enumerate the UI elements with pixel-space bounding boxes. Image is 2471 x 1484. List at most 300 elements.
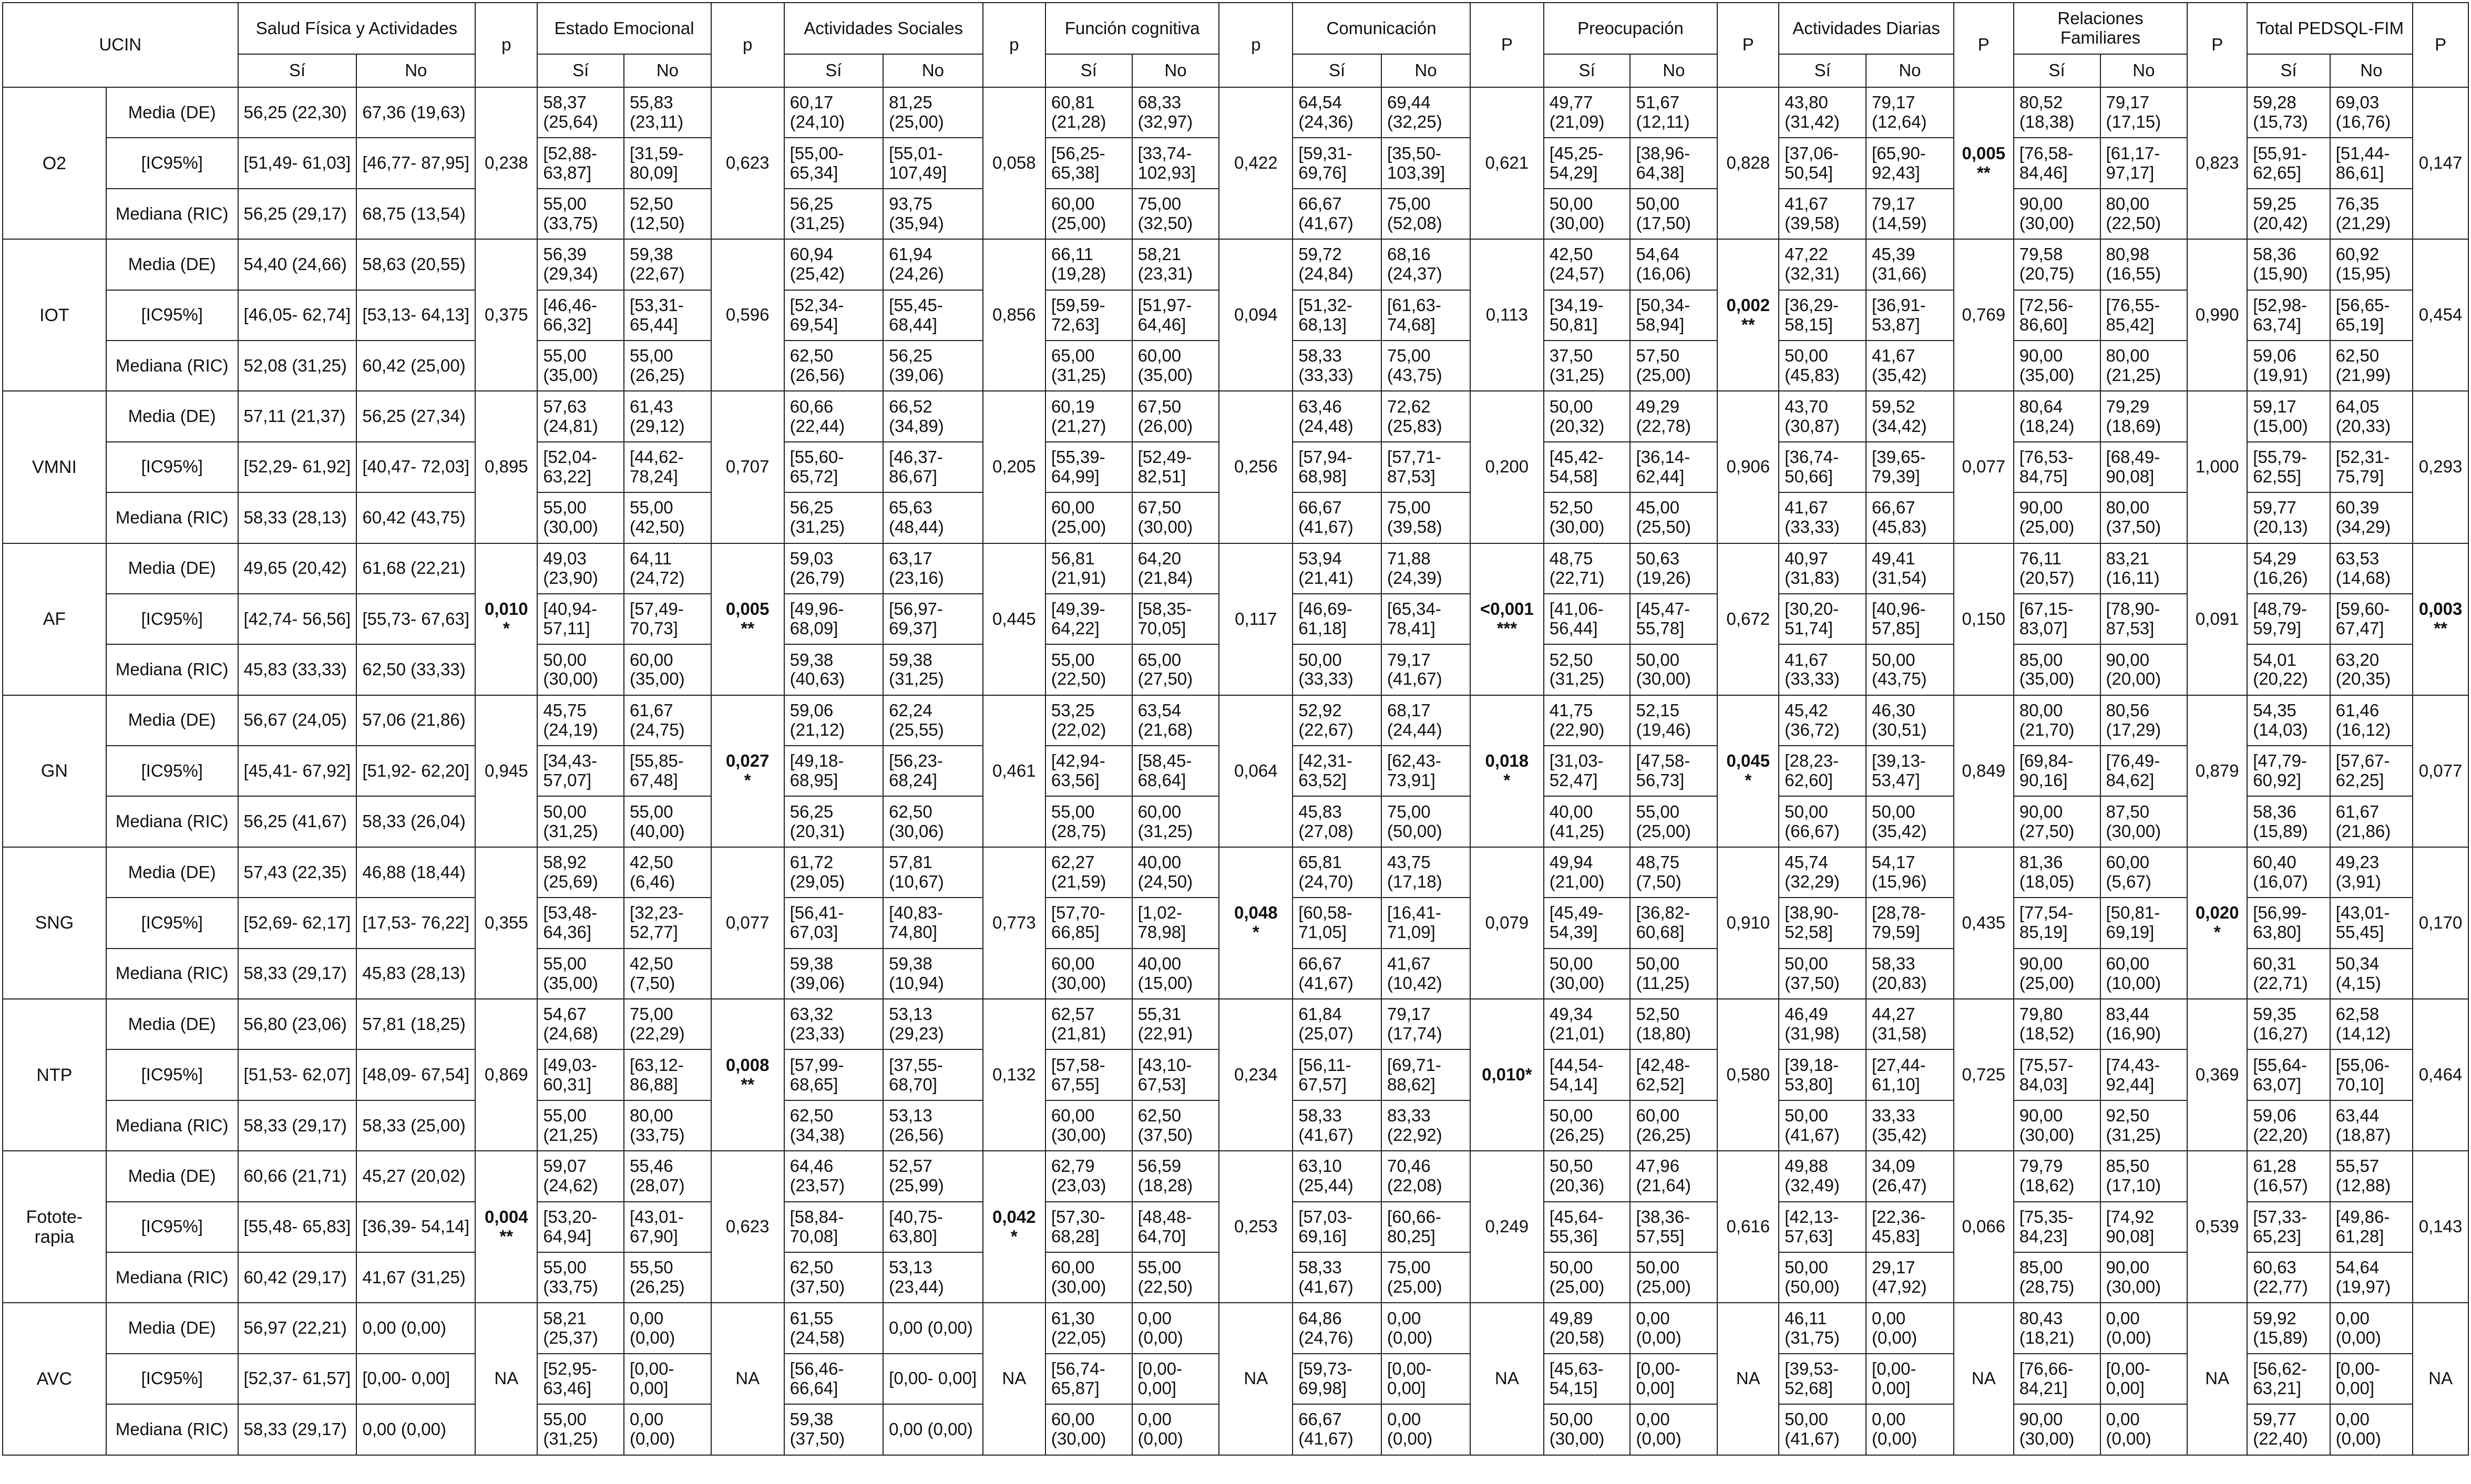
value-si: 60,94 (25,42) bbox=[784, 239, 884, 290]
value-no: [49,86- 61,28] bbox=[2330, 1202, 2413, 1252]
value-no: 0,00 (0,00) bbox=[2330, 1404, 2413, 1455]
value-si: [55,60- 65,72] bbox=[784, 442, 884, 492]
value-si: 50,00 (41,67) bbox=[1779, 1404, 1866, 1455]
value-si: [48,79- 59,79] bbox=[2247, 594, 2330, 644]
value-si: 79,58 (20,75) bbox=[2014, 239, 2100, 290]
value-no: [37,55- 68,70] bbox=[883, 1049, 983, 1100]
value-no: [43,01- 67,90] bbox=[624, 1202, 711, 1252]
value-no: 61,67 (24,75) bbox=[624, 695, 711, 746]
stat-label: [IC95%] bbox=[106, 1049, 238, 1100]
value-si: 59,07 (24,62) bbox=[537, 1151, 624, 1201]
value-si: 66,67 (41,67) bbox=[1293, 949, 1381, 999]
value-si: [52,95- 63,46] bbox=[537, 1354, 624, 1404]
p-value-cell bbox=[983, 391, 1045, 543]
value-no: 58,21 (23,31) bbox=[1132, 239, 1219, 290]
significance-stars: * bbox=[1010, 1226, 1018, 1246]
value-no: [0,00- 0,00] bbox=[1866, 1354, 1954, 1404]
value-no: [40,83- 74,80] bbox=[883, 898, 983, 948]
value-no: [48,09- 67,54] bbox=[356, 1049, 475, 1100]
value-no: 75,00 (52,08) bbox=[1381, 189, 1470, 239]
value-si: [40,94- 57,11] bbox=[537, 594, 624, 644]
value-si: [45,49- 54,39] bbox=[1544, 898, 1631, 948]
p-value-cell bbox=[2413, 391, 2468, 543]
value-si: [34,43- 57,07] bbox=[537, 746, 624, 796]
p-value-cell bbox=[1470, 87, 1544, 239]
header-domain-name: Función cognitiva bbox=[1045, 3, 1219, 54]
value-no: 50,00 (43,75) bbox=[1866, 644, 1954, 695]
header-p-label: P bbox=[1717, 3, 1779, 87]
header-no: No bbox=[1132, 54, 1219, 87]
value-si: 66,67 (41,67) bbox=[1293, 1404, 1381, 1455]
value-no: [28,78- 79,59] bbox=[1866, 898, 1954, 948]
p-value: 0,869 bbox=[484, 1065, 528, 1085]
p-value-cell bbox=[2187, 543, 2247, 695]
value-no: 57,50 (25,00) bbox=[1630, 341, 1717, 391]
value-si: [52,98- 63,74] bbox=[2247, 290, 2330, 341]
significance-stars: * bbox=[2213, 922, 2221, 942]
value-si: 59,06 (21,12) bbox=[784, 695, 884, 746]
value-no: 56,59 (18,28) bbox=[1132, 1151, 1219, 1201]
table-row bbox=[3, 847, 2468, 898]
value-si: 90,00 (30,00) bbox=[2014, 1404, 2100, 1455]
value-no: [0,00- 0,00] bbox=[624, 1354, 711, 1404]
stat-label: Media (DE) bbox=[106, 695, 238, 746]
value-si: [42,74- 56,56] bbox=[238, 594, 357, 644]
p-value: 0,079 bbox=[1485, 912, 1529, 932]
value-no: 59,38 (31,25) bbox=[883, 644, 983, 695]
value-si: [52,04- 63,22] bbox=[537, 442, 624, 492]
value-no: 65,63 (48,44) bbox=[883, 492, 983, 543]
value-no: 62,50 (21,99) bbox=[2330, 341, 2413, 391]
value-si: 49,65 (20,42) bbox=[238, 543, 357, 594]
p-value: 0,293 bbox=[2418, 457, 2463, 477]
value-si: 90,00 (25,00) bbox=[2014, 949, 2100, 999]
value-no: [52,31- 75,79] bbox=[2330, 442, 2413, 492]
value-si: 62,50 (34,38) bbox=[784, 1100, 884, 1151]
value-si: [39,18- 53,80] bbox=[1779, 1049, 1866, 1100]
header-no: No bbox=[1381, 54, 1470, 87]
p-value-cell bbox=[475, 239, 537, 391]
value-no: 61,68 (22,21) bbox=[356, 543, 475, 594]
value-si: 66,67 (41,67) bbox=[1293, 189, 1381, 239]
value-si: [69,84- 90,16] bbox=[2014, 746, 2100, 796]
p-value-cell bbox=[1470, 391, 1544, 543]
value-si: 50,00 (66,67) bbox=[1779, 796, 1866, 847]
value-si: [55,48- 65,83] bbox=[238, 1202, 357, 1252]
value-no: 61,46 (16,12) bbox=[2330, 695, 2413, 746]
p-value-cell bbox=[2413, 239, 2468, 391]
value-no: 75,00 (22,29) bbox=[624, 999, 711, 1049]
value-si: [44,54- 54,14] bbox=[1544, 1049, 1631, 1100]
p-value-cell bbox=[2413, 695, 2468, 847]
value-si: [28,23- 62,60] bbox=[1779, 746, 1866, 796]
value-si: 64,54 (24,36) bbox=[1293, 87, 1381, 138]
value-si: 55,00 (31,25) bbox=[537, 1404, 624, 1455]
p-value: 0,672 bbox=[1726, 609, 1770, 628]
significance-stars: *** bbox=[1496, 619, 1518, 638]
p-value: 0,249 bbox=[1485, 1217, 1529, 1236]
value-no: 50,00 (11,25) bbox=[1630, 949, 1717, 999]
value-si: 62,50 (26,56) bbox=[784, 341, 884, 391]
value-si: 60,00 (30,00) bbox=[1045, 1252, 1132, 1303]
value-no: 0,00 (0,00) bbox=[1866, 1404, 1954, 1455]
value-si: 50,00 (30,00) bbox=[1544, 949, 1631, 999]
p-value-cell bbox=[475, 695, 537, 847]
value-no: 63,54 (21,68) bbox=[1132, 695, 1219, 746]
value-no: [63,12- 86,88] bbox=[624, 1049, 711, 1100]
p-value-cell bbox=[983, 1151, 1045, 1303]
value-no: [0,00- 0,00] bbox=[356, 1354, 475, 1404]
value-no: 68,33 (32,97) bbox=[1132, 87, 1219, 138]
value-no: [65,34- 78,41] bbox=[1381, 594, 1470, 644]
p-value-cell bbox=[711, 999, 784, 1151]
p-value: 0,256 bbox=[1234, 457, 1278, 477]
value-no: 80,56 (17,29) bbox=[2100, 695, 2188, 746]
p-value: NA bbox=[1494, 1368, 1519, 1388]
value-si: [49,96- 68,09] bbox=[784, 594, 884, 644]
p-value: 0,205 bbox=[992, 457, 1036, 477]
header-si: Sí bbox=[784, 54, 884, 87]
p-value: 0,143 bbox=[2418, 1217, 2463, 1236]
value-si: 57,11 (21,37) bbox=[238, 391, 357, 441]
value-si: 40,97 (31,83) bbox=[1779, 543, 1866, 594]
value-no: 58,33 (26,04) bbox=[356, 796, 475, 847]
value-no: [62,43- 73,91] bbox=[1381, 746, 1470, 796]
value-si: [47,79- 60,92] bbox=[2247, 746, 2330, 796]
value-si: 54,35 (14,03) bbox=[2247, 695, 2330, 746]
value-no: 47,96 (21,64) bbox=[1630, 1151, 1717, 1201]
table-row bbox=[3, 695, 2468, 746]
value-no: 49,23 (3,91) bbox=[2330, 847, 2413, 898]
value-si: [55,00- 65,34] bbox=[784, 138, 884, 188]
value-no: 71,88 (24,39) bbox=[1381, 543, 1470, 594]
header-p-label: P bbox=[2187, 3, 2247, 87]
value-si: 43,80 (31,42) bbox=[1779, 87, 1866, 138]
value-no: 46,30 (30,51) bbox=[1866, 695, 1954, 746]
value-si: 80,43 (18,21) bbox=[2014, 1303, 2100, 1353]
value-no: 34,09 (26,47) bbox=[1866, 1151, 1954, 1201]
value-no: [36,82- 60,68] bbox=[1630, 898, 1717, 948]
value-no: 53,13 (23,44) bbox=[883, 1252, 983, 1303]
value-si: 80,00 (21,70) bbox=[2014, 695, 2100, 746]
stat-label: [IC95%] bbox=[106, 1354, 238, 1404]
value-si: 59,38 (39,06) bbox=[784, 949, 884, 999]
value-no: [55,06- 70,10] bbox=[2330, 1049, 2413, 1100]
value-no: 0,00 (0,00) bbox=[2330, 1303, 2413, 1353]
value-no: 79,29 (18,69) bbox=[2100, 391, 2188, 441]
value-si: 60,00 (30,00) bbox=[1045, 949, 1132, 999]
value-si: 63,10 (25,44) bbox=[1293, 1151, 1381, 1201]
value-si: 50,00 (25,00) bbox=[1544, 1252, 1631, 1303]
value-si: [57,99- 68,65] bbox=[784, 1049, 884, 1100]
value-si: 40,00 (41,25) bbox=[1544, 796, 1631, 847]
value-si: 52,08 (31,25) bbox=[238, 341, 357, 391]
value-no: 50,00 (17,50) bbox=[1630, 189, 1717, 239]
stat-label: Media (DE) bbox=[106, 543, 238, 594]
value-si: 61,55 (24,58) bbox=[784, 1303, 884, 1353]
p-value-cell bbox=[475, 391, 537, 543]
value-si: 47,22 (32,31) bbox=[1779, 239, 1866, 290]
value-no: 55,00 (42,50) bbox=[624, 492, 711, 543]
p-value: 0,621 bbox=[1485, 153, 1529, 173]
value-no: [39,13- 53,47] bbox=[1866, 746, 1954, 796]
value-no: 58,33 (20,83) bbox=[1866, 949, 1954, 999]
p-value-cell bbox=[1470, 695, 1544, 847]
value-no: 52,15 (19,46) bbox=[1630, 695, 1717, 746]
table-row bbox=[3, 543, 2468, 594]
value-si: 50,00 (30,00) bbox=[1544, 189, 1631, 239]
value-no: 55,31 (22,91) bbox=[1132, 999, 1219, 1049]
header-no: No bbox=[1630, 54, 1717, 87]
value-si: 58,33 (41,67) bbox=[1293, 1252, 1381, 1303]
value-si: [42,94- 63,56] bbox=[1045, 746, 1132, 796]
p-value-cell bbox=[2187, 695, 2247, 847]
value-si: 61,30 (22,05) bbox=[1045, 1303, 1132, 1353]
value-no: 64,11 (24,72) bbox=[624, 543, 711, 594]
value-si: 58,33 (29,17) bbox=[238, 1100, 357, 1151]
value-no: 87,50 (30,00) bbox=[2100, 796, 2188, 847]
p-value-cell bbox=[2413, 847, 2468, 999]
value-si: 53,94 (21,41) bbox=[1293, 543, 1381, 594]
header-no: No bbox=[2100, 54, 2188, 87]
value-si: 50,00 (45,83) bbox=[1779, 341, 1866, 391]
value-no: 40,00 (24,50) bbox=[1132, 847, 1219, 898]
value-si: 50,00 (20,32) bbox=[1544, 391, 1631, 441]
header-p-label: p bbox=[711, 3, 784, 87]
header-si: Sí bbox=[1293, 54, 1381, 87]
p-value: 0,234 bbox=[1234, 1065, 1278, 1085]
value-no: [40,75- 63,80] bbox=[883, 1202, 983, 1252]
value-si: [37,06- 50,54] bbox=[1779, 138, 1866, 188]
p-value: 0,616 bbox=[1726, 1217, 1770, 1236]
value-si: 76,11 (20,57) bbox=[2014, 543, 2100, 594]
value-si: 50,00 (30,00) bbox=[537, 644, 624, 695]
value-si: 55,00 (33,75) bbox=[537, 1252, 624, 1303]
value-no: 80,00 (33,75) bbox=[624, 1100, 711, 1151]
header-si: Sí bbox=[2247, 54, 2330, 87]
value-no: 75,00 (32,50) bbox=[1132, 189, 1219, 239]
value-si: [51,49- 61,03] bbox=[238, 138, 357, 188]
value-si: 50,00 (41,67) bbox=[1779, 1100, 1866, 1151]
p-value-cell bbox=[1717, 1151, 1779, 1303]
p-value-cell bbox=[1219, 1303, 1293, 1455]
value-no: 62,24 (25,55) bbox=[883, 695, 983, 746]
value-no: 0,00 (0,00) bbox=[883, 1404, 983, 1455]
stat-label: Mediana (RIC) bbox=[106, 341, 238, 391]
value-si: 50,00 (33,33) bbox=[1293, 644, 1381, 695]
value-si: 59,17 (15,00) bbox=[2247, 391, 2330, 441]
value-si: 56,80 (23,06) bbox=[238, 999, 357, 1049]
value-no: [46,37- 86,67] bbox=[883, 442, 983, 492]
p-value-cell bbox=[983, 695, 1045, 847]
value-si: [30,20- 51,74] bbox=[1779, 594, 1866, 644]
value-si: 43,70 (30,87) bbox=[1779, 391, 1866, 441]
value-no: [44,62- 78,24] bbox=[624, 442, 711, 492]
p-value: 0,445 bbox=[992, 609, 1036, 628]
value-si: 64,86 (24,76) bbox=[1293, 1303, 1381, 1353]
p-value: 0,454 bbox=[2418, 305, 2463, 325]
value-no: 60,39 (34,29) bbox=[2330, 492, 2413, 543]
p-value: 0,773 bbox=[992, 912, 1036, 932]
value-si: 63,32 (23,33) bbox=[784, 999, 884, 1049]
p-value: 0,369 bbox=[2195, 1065, 2239, 1085]
value-si: 90,00 (30,00) bbox=[2014, 189, 2100, 239]
value-si: 59,28 (15,73) bbox=[2247, 87, 2330, 138]
value-si: 80,64 (18,24) bbox=[2014, 391, 2100, 441]
value-no: 0,00 (0,00) bbox=[2100, 1303, 2188, 1353]
p-value-cell bbox=[2187, 1303, 2247, 1455]
value-no: [76,55- 85,42] bbox=[2100, 290, 2188, 341]
p-value: <0,001 bbox=[1480, 599, 1534, 619]
value-si: [53,48- 64,36] bbox=[537, 898, 624, 948]
table-row bbox=[3, 1151, 2468, 1201]
header-corner-ucin: UCIN bbox=[3, 3, 238, 87]
value-no: 61,67 (21,86) bbox=[2330, 796, 2413, 847]
p-value-cell bbox=[1470, 847, 1544, 999]
stat-label: Mediana (RIC) bbox=[106, 1404, 238, 1455]
p-value: 0,042 bbox=[992, 1207, 1036, 1227]
value-no: [58,35- 70,05] bbox=[1132, 594, 1219, 644]
value-no: 63,20 (20,35) bbox=[2330, 644, 2413, 695]
value-si: 79,80 (18,52) bbox=[2014, 999, 2100, 1049]
p-value: 0,004 bbox=[484, 1207, 528, 1227]
value-no: 49,41 (31,54) bbox=[1866, 543, 1954, 594]
p-value: 0,018 bbox=[1485, 751, 1529, 771]
value-si: 52,50 (30,00) bbox=[1544, 492, 1631, 543]
value-no: 60,00 (5,67) bbox=[2100, 847, 2188, 898]
value-si: 41,67 (33,33) bbox=[1779, 492, 1866, 543]
value-no: 59,52 (34,42) bbox=[1866, 391, 1954, 441]
value-si: [49,18- 68,95] bbox=[784, 746, 884, 796]
value-no: 57,81 (10,67) bbox=[883, 847, 983, 898]
table-header bbox=[3, 3, 2468, 87]
group-name: VMNI bbox=[3, 391, 106, 543]
p-value: 1,000 bbox=[2195, 457, 2239, 477]
value-si: 56,25 (31,25) bbox=[784, 189, 884, 239]
value-si: 90,00 (35,00) bbox=[2014, 341, 2100, 391]
value-si: 41,67 (39,58) bbox=[1779, 189, 1866, 239]
p-value-cell bbox=[711, 87, 784, 239]
value-si: [46,05- 62,74] bbox=[238, 290, 357, 341]
p-value: 0,849 bbox=[1962, 760, 2006, 780]
value-no: 63,44 (18,87) bbox=[2330, 1100, 2413, 1151]
p-value: 0,170 bbox=[2418, 912, 2463, 932]
value-si: 55,00 (35,00) bbox=[537, 949, 624, 999]
value-no: [1,02- 78,98] bbox=[1132, 898, 1219, 948]
p-value: 0,077 bbox=[1962, 457, 2006, 477]
p-value-cell bbox=[2187, 999, 2247, 1151]
p-value: 0,117 bbox=[1235, 609, 1277, 628]
p-value-cell bbox=[1717, 1303, 1779, 1455]
value-no: 40,00 (15,00) bbox=[1132, 949, 1219, 999]
p-value-cell bbox=[1954, 1303, 2014, 1455]
value-no: 68,75 (13,54) bbox=[356, 189, 475, 239]
value-no: 79,17 (41,67) bbox=[1381, 644, 1470, 695]
value-no: [59,60- 67,47] bbox=[2330, 594, 2413, 644]
value-si: 55,00 (33,75) bbox=[537, 189, 624, 239]
value-si: 59,72 (24,84) bbox=[1293, 239, 1381, 290]
p-value: 0,856 bbox=[992, 305, 1036, 325]
value-si: [75,57- 84,03] bbox=[2014, 1049, 2100, 1100]
p-value: 0,005 bbox=[725, 599, 770, 619]
significance-stars: ** bbox=[741, 1074, 755, 1094]
value-si: 55,00 (22,50) bbox=[1045, 644, 1132, 695]
p-value: 0,048 bbox=[1234, 903, 1278, 923]
p-value-cell bbox=[1470, 1151, 1544, 1303]
value-no: 83,33 (22,92) bbox=[1381, 1100, 1470, 1151]
stat-label: [IC95%] bbox=[106, 594, 238, 644]
value-no: 67,50 (30,00) bbox=[1132, 492, 1219, 543]
p-value: 0,094 bbox=[1234, 305, 1278, 325]
p-value: 0,253 bbox=[1234, 1217, 1278, 1236]
p-value-cell bbox=[1717, 391, 1779, 543]
value-no: 57,81 (18,25) bbox=[356, 999, 475, 1049]
stat-label: Mediana (RIC) bbox=[106, 796, 238, 847]
value-no: 50,34 (4,15) bbox=[2330, 949, 2413, 999]
value-si: [52,29- 61,92] bbox=[238, 442, 357, 492]
value-no: [27,44- 61,10] bbox=[1866, 1049, 1954, 1100]
header-si: Sí bbox=[1544, 54, 1631, 87]
value-si: 48,75 (22,71) bbox=[1544, 543, 1631, 594]
p-value-cell bbox=[2413, 1303, 2468, 1455]
table-row bbox=[3, 391, 2468, 441]
value-si: 49,94 (21,00) bbox=[1544, 847, 1631, 898]
stat-label: [IC95%] bbox=[106, 1202, 238, 1252]
value-no: 92,50 (31,25) bbox=[2100, 1100, 2188, 1151]
value-no: [0,00- 0,00] bbox=[2100, 1354, 2188, 1404]
value-no: 45,83 (28,13) bbox=[356, 949, 475, 999]
value-no: 55,57 (12,88) bbox=[2330, 1151, 2413, 1201]
value-si: 56,67 (24,05) bbox=[238, 695, 357, 746]
p-value-cell bbox=[1219, 239, 1293, 391]
value-no: 83,21 (16,11) bbox=[2100, 543, 2188, 594]
value-no: 60,00 (26,25) bbox=[1630, 1100, 1717, 1151]
value-no: 90,00 (30,00) bbox=[2100, 1252, 2188, 1303]
value-si: 56,25 (20,31) bbox=[784, 796, 884, 847]
p-value-cell bbox=[2187, 239, 2247, 391]
value-no: [51,97- 64,46] bbox=[1132, 290, 1219, 341]
value-si: [45,25- 54,29] bbox=[1544, 138, 1631, 188]
value-si: 37,50 (31,25) bbox=[1544, 341, 1631, 391]
value-si: [57,70- 66,85] bbox=[1045, 898, 1132, 948]
p-value: 0,064 bbox=[1234, 760, 1278, 780]
p-value: 0,010* bbox=[1482, 1065, 1532, 1085]
p-value-cell bbox=[1470, 239, 1544, 391]
value-si: 65,81 (24,70) bbox=[1293, 847, 1381, 898]
value-si: [55,91- 62,65] bbox=[2247, 138, 2330, 188]
stat-label: Media (DE) bbox=[106, 239, 238, 290]
value-si: 60,63 (22,77) bbox=[2247, 1252, 2330, 1303]
p-value-cell bbox=[1717, 847, 1779, 999]
header-domain-name: Salud Física y Actividades bbox=[238, 3, 476, 54]
value-no: 49,29 (22,78) bbox=[1630, 391, 1717, 441]
p-value-cell bbox=[2187, 847, 2247, 999]
p-value-cell bbox=[475, 999, 537, 1151]
p-value-cell bbox=[1954, 847, 2014, 999]
p-value: 0,823 bbox=[2195, 153, 2239, 173]
value-no: 45,27 (20,02) bbox=[356, 1151, 475, 1201]
p-value-cell bbox=[475, 847, 537, 999]
value-si: [46,46- 66,32] bbox=[537, 290, 624, 341]
value-no: [47,58- 56,73] bbox=[1630, 746, 1717, 796]
value-si: 50,50 (20,36) bbox=[1544, 1151, 1631, 1201]
value-no: [74,92 90,08] bbox=[2100, 1202, 2188, 1252]
value-si: 45,74 (32,29) bbox=[1779, 847, 1866, 898]
value-si: 62,27 (21,59) bbox=[1045, 847, 1132, 898]
table-row bbox=[3, 239, 2468, 290]
value-no: 65,00 (27,50) bbox=[1132, 644, 1219, 695]
p-value: 0,066 bbox=[1962, 1217, 2006, 1236]
